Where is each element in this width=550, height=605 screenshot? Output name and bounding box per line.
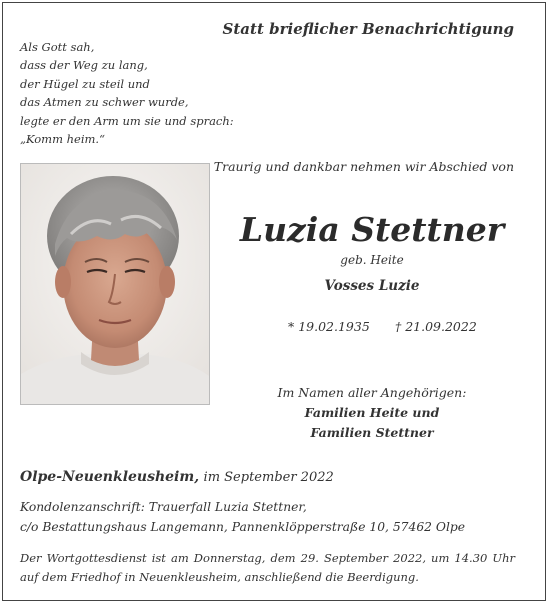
signers-intro: Im Namen aller Angehörigen: [277,385,467,400]
poem [20,38,240,148]
place-city: Olpe-Neuenkleusheim, [20,469,200,485]
birth-name: geb. Heite [340,253,404,267]
condolence-line-2: c/o Bestattungshaus Langemann, Pannenklöpperstraße 10, 57462 Olpe [20,520,466,534]
place-date: im September 2022 [203,470,334,485]
poem-line: das Atmen zu schwer wurde, [20,95,189,110]
poem-line: der Hügel zu steil und [20,76,150,91]
condolence-line-1: Kondolenzanschrift: Trauerfall Luzia Stettner, [20,500,307,514]
poem-line: Als Gott sah, [20,40,95,54]
death-date: † 21.09.2022 [395,319,477,334]
service-notice: Der Wortgottesdienst ist am Donnerstag, dem 29. September 2022, um 14.30 Uhr auf dem Friedhof in Neuenkleusheim, anschließend die Beerdigung. [20,551,515,584]
farewell-text: Traurig und dankbar nehmen wir Abschied von [213,159,514,174]
place-date-line [20,469,334,485]
poem-line: legte er den Arm um sie und sprach: [20,113,234,128]
nickname: Vosses Luzie [324,278,420,294]
portrait-photo [20,163,210,405]
poem-line: „Komm heim.“ [20,132,105,147]
header-text: Statt brieflicher Benachrichtigung [222,20,514,38]
condolence-address [20,497,465,537]
signers-family-1: Familien Heite und [304,405,440,420]
signers-block [230,383,514,443]
poem-line: dass der Weg zu lang, [20,58,148,73]
deceased-name: Luzia Stettner [239,210,505,249]
signers-family-2: Familien Stettner [310,425,434,440]
birth-date: * 19.02.1935 [288,319,370,334]
